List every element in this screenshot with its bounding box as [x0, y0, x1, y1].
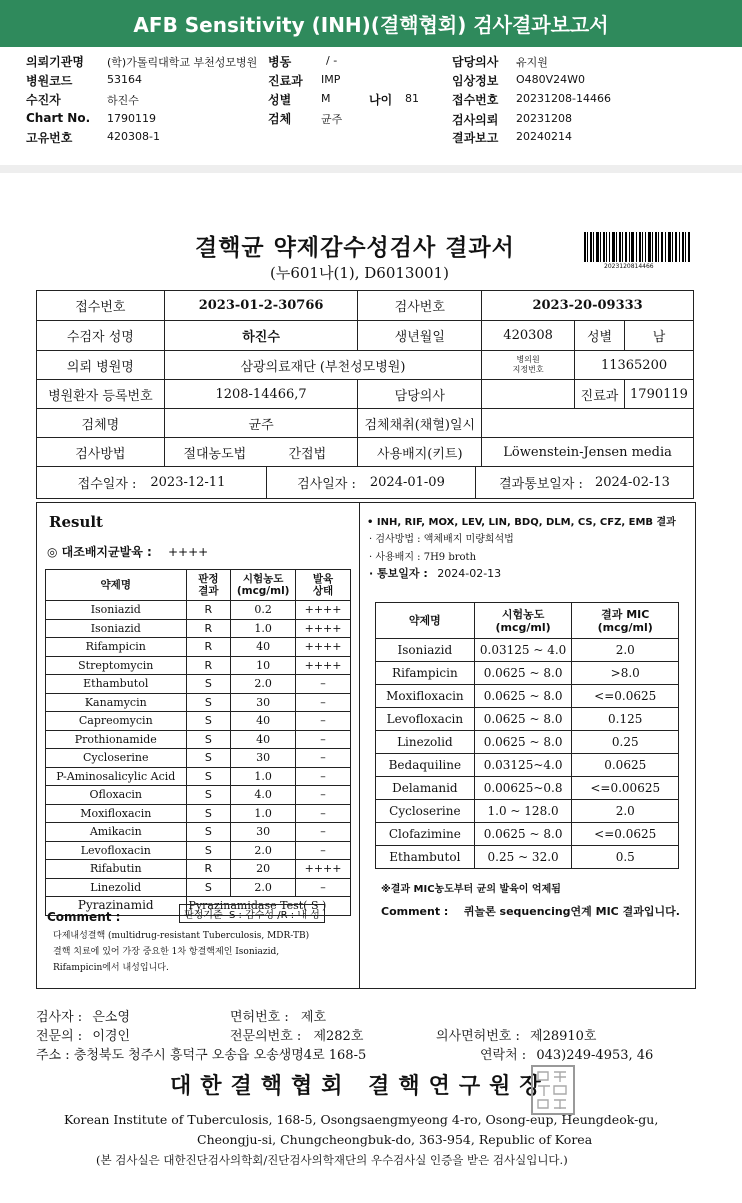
- contact: [480, 1044, 653, 1063]
- mic-row: [376, 777, 679, 800]
- susceptibility-row: [46, 786, 351, 805]
- label-age: 나이: [369, 93, 393, 107]
- judgment: S: [186, 730, 231, 749]
- pza-label: Pyrazinamid: [46, 897, 187, 916]
- collection-label: 검체채취(채혈)일시: [358, 409, 482, 438]
- mic-result: 0.5: [572, 846, 679, 869]
- hospital-id-label: [482, 351, 575, 380]
- tested-date: [267, 467, 476, 498]
- susceptibility-row: [46, 601, 351, 620]
- test-conc: 1.0: [231, 767, 296, 786]
- label-sex: 성별: [268, 93, 292, 107]
- growth: ++++: [296, 601, 351, 620]
- mic-drug-name: Cycloserine: [376, 800, 475, 823]
- growth: ++++: [296, 619, 351, 638]
- value-ward: / -: [326, 54, 338, 67]
- judgment: R: [186, 638, 231, 657]
- susceptibility-row: [46, 749, 351, 768]
- mic-comment: [381, 903, 680, 919]
- growth: ++++: [296, 656, 351, 675]
- susceptibility-row: [46, 693, 351, 712]
- result-title: Result: [49, 513, 103, 531]
- susceptibility-row: [46, 841, 351, 860]
- english-address-line-1: Korean Institute of Tuberculosis, 168-5, Osongsaengmyeong 4-ro, Osong-eup, Heungdeok-gu,: [64, 1112, 659, 1127]
- mic-comment-label: Comment :: [381, 905, 449, 918]
- test-no-value: 2023-20-09333: [482, 291, 694, 321]
- value-receipt-no: 20231208-14466: [516, 92, 611, 105]
- drug-name: Kanamycin: [46, 693, 187, 712]
- test-conc: 40: [231, 638, 296, 657]
- document-subtitle: (누601나(1), D6013001): [270, 264, 449, 282]
- tester-value: 은소영: [92, 1010, 131, 1025]
- mic-drug-name: Levofloxacin: [376, 708, 475, 731]
- mic-test-range: 0.0625 ~ 8.0: [474, 823, 572, 846]
- address-label: 주소 :: [36, 1048, 70, 1063]
- test-conc: 10: [231, 656, 296, 675]
- hospital-label: 의뢰 병원명: [37, 351, 165, 380]
- mic-test-range: 0.00625~0.8: [474, 777, 572, 800]
- contact-label: 연락처 :: [480, 1048, 527, 1063]
- judgment: S: [186, 693, 231, 712]
- test-conc: 30: [231, 823, 296, 842]
- drug-name: Prothionamide: [46, 730, 187, 749]
- mic-drug-name: Moxifloxacin: [376, 685, 475, 708]
- drug-name: Levofloxacin: [46, 841, 187, 860]
- test-no-label: 검사번호: [358, 291, 482, 321]
- test-conc: 1.0: [231, 619, 296, 638]
- test-conc: 2.0: [231, 675, 296, 694]
- tested-date-value: 2024-01-09: [369, 475, 445, 490]
- specialist: [36, 1025, 130, 1044]
- specimen-value: 균주: [164, 409, 358, 438]
- mic-result: 2.0: [572, 639, 679, 662]
- drug-name: Isoniazid: [46, 601, 187, 620]
- susceptibility-row: [46, 638, 351, 657]
- growth: –: [296, 878, 351, 897]
- drug-name: Amikacin: [46, 823, 187, 842]
- label-clinical-info: 임상정보: [452, 74, 499, 88]
- method-value-indirect: 간접법: [288, 446, 327, 462]
- hospital-id-label-line-1: 병의원: [516, 355, 540, 364]
- mic-result: <=0.0625: [572, 685, 679, 708]
- value-requesting-institution: (학)가톨릭대학교 부천성모병원: [107, 56, 258, 69]
- mic-result: <=0.0625: [572, 823, 679, 846]
- mic-test-range: 1.0 ~ 128.0: [474, 800, 572, 823]
- organization-name: 대한결핵협회 결핵연구원장: [170, 1073, 550, 1099]
- growth: –: [296, 804, 351, 823]
- doctor-value: [482, 380, 575, 409]
- control-growth-value: ++++: [167, 545, 209, 559]
- specialist-label: 전문의 :: [36, 1029, 83, 1044]
- info-table: [36, 290, 694, 499]
- report-title-bar: [0, 0, 742, 47]
- result-section: [36, 502, 696, 989]
- growth: ++++: [296, 638, 351, 657]
- receipt-no-label: 접수번호: [37, 291, 165, 321]
- dept-label: 진료과: [575, 380, 625, 409]
- label-receipt-no: 접수번호: [452, 93, 499, 107]
- susceptibility-row: [46, 878, 351, 897]
- medium-value: Löwenstein-Jensen media: [482, 438, 694, 467]
- value-department: IMP: [321, 73, 341, 86]
- tester: [36, 1006, 130, 1025]
- specialist-no-label: 전문의번호 :: [230, 1029, 302, 1044]
- growth: ++++: [296, 860, 351, 879]
- label-specimen: 검체: [268, 112, 292, 126]
- label-chart-no: Chart No.: [26, 111, 91, 125]
- doctor-license: [436, 1025, 597, 1044]
- receipt-no-value: 2023-01-2-30766: [164, 291, 358, 321]
- value-chart-no: 1790119: [107, 112, 156, 125]
- mic-test-range: 0.0625 ~ 8.0: [474, 708, 572, 731]
- mic-drug-name: Bedaquiline: [376, 754, 475, 777]
- test-conc: 40: [231, 730, 296, 749]
- mic-drug-name: Ethambutol: [376, 846, 475, 869]
- patient-value: 하진수: [164, 321, 358, 351]
- mic-result: 2.0: [572, 800, 679, 823]
- value-patient: 하진수: [107, 94, 139, 107]
- mic-row: [376, 662, 679, 685]
- hospital-id-value: 11365200: [575, 351, 694, 380]
- received-date-value: 2023-12-11: [150, 475, 226, 490]
- mic-col-result: 결과 MIC (mcg/ml): [572, 603, 679, 639]
- col-growth: 발육 상태: [296, 570, 351, 601]
- mic-result: 0.125: [572, 708, 679, 731]
- susceptibility-row: [46, 804, 351, 823]
- tested-date-label: 검사일자 :: [297, 477, 356, 492]
- value-result-report: 20240214: [516, 130, 572, 143]
- mic-drug-name: Rifampicin: [376, 662, 475, 685]
- drug-name: Rifampicin: [46, 638, 187, 657]
- susceptibility-row: [46, 860, 351, 879]
- judgment: S: [186, 749, 231, 768]
- drug-name: Ethambutol: [46, 675, 187, 694]
- drug-name: Linezolid: [46, 878, 187, 897]
- dept-value: 1790119: [624, 380, 693, 409]
- mic-test-range: 0.25 ~ 32.0: [474, 846, 572, 869]
- growth: –: [296, 767, 351, 786]
- value-specimen: 균주: [321, 113, 343, 126]
- mic-notify-label: · 통보일자 :: [369, 567, 428, 580]
- susceptibility-row: [46, 767, 351, 786]
- mic-row: [376, 846, 679, 869]
- judgment: R: [186, 656, 231, 675]
- growth: –: [296, 841, 351, 860]
- license: [230, 1006, 326, 1025]
- license-label: 면허번호 :: [230, 1010, 289, 1025]
- registration-value: 1208-14466,7: [164, 380, 358, 409]
- mic-test-range: 0.0625 ~ 8.0: [474, 662, 572, 685]
- control-growth: [47, 543, 208, 560]
- col-drug-name: 약제명: [46, 570, 187, 601]
- growth: –: [296, 675, 351, 694]
- mic-table: [375, 602, 679, 869]
- criteria-box: 판정기준 S : 감수성 /R : 내 성: [179, 904, 325, 923]
- result-comment-line-3: Rifampicin에서 내성입니다.: [53, 963, 169, 973]
- drug-name: P-Aminosalicylic Acid: [46, 767, 187, 786]
- dob-label: 생년월일: [358, 321, 482, 351]
- label-test-request: 검사의뢰: [452, 113, 499, 127]
- mic-row: [376, 823, 679, 846]
- mic-test-range: 0.0625 ~ 8.0: [474, 731, 572, 754]
- mic-drug-name: Linezolid: [376, 731, 475, 754]
- susceptibility-row: [46, 675, 351, 694]
- value-clinical-info: O480V24W0: [516, 73, 586, 86]
- test-conc: 2.0: [231, 841, 296, 860]
- mic-result: 0.25: [572, 731, 679, 754]
- mic-col-conc: 시험농도 (mcg/ml): [474, 603, 572, 639]
- label-hospital-code: 병원코드: [26, 74, 73, 88]
- result-comment-label: Comment :: [47, 910, 121, 924]
- label-requesting-institution: 의뢰기관명: [26, 55, 84, 69]
- growth: –: [296, 730, 351, 749]
- method-label: 검사방법: [37, 438, 165, 467]
- judgment: S: [186, 675, 231, 694]
- drug-name: Streptomycin: [46, 656, 187, 675]
- patient-label: 수검자 성명: [37, 321, 165, 351]
- address: [36, 1044, 366, 1063]
- mic-row: [376, 800, 679, 823]
- mic-comment-text: 퀴놀론 sequencing연계 MIC 결과입니다.: [463, 905, 680, 918]
- judgment: R: [186, 860, 231, 879]
- growth: –: [296, 786, 351, 805]
- sex-value: 남: [624, 321, 693, 351]
- method-values: [164, 438, 358, 467]
- report-header: [0, 47, 742, 165]
- result-comment: [53, 928, 309, 976]
- test-conc: 4.0: [231, 786, 296, 805]
- susceptibility-row: [46, 619, 351, 638]
- judgment: R: [186, 601, 231, 620]
- label-doctor: 담당의사: [452, 55, 499, 69]
- growth: –: [296, 749, 351, 768]
- susceptibility-table: [45, 569, 351, 916]
- specialist-no-value: 제282호: [313, 1029, 364, 1044]
- mic-drug-name: Isoniazid: [376, 639, 475, 662]
- english-address-line-2: Cheongju-si, Chungcheongbuk-do, 363-954, Republic of Korea: [197, 1132, 593, 1147]
- specialist-value: 이경인: [92, 1029, 131, 1044]
- value-doctor: 유지원: [516, 56, 548, 69]
- mic-row: [376, 639, 679, 662]
- result-comment-line-2: 결핵 치료에 있어 가장 중요한 1차 항결핵제인 Isoniazid,: [53, 947, 280, 957]
- value-age: 81: [405, 92, 419, 105]
- official-seal-icon: [530, 1064, 576, 1116]
- hospital-id-label-line-2: 지정번호: [512, 365, 544, 374]
- license-value: 제호: [300, 1010, 327, 1025]
- section-divider: [0, 165, 742, 173]
- growth: –: [296, 823, 351, 842]
- barcode-icon: [584, 232, 690, 262]
- specialist-no: [230, 1025, 363, 1044]
- received-date-label: 접수일자 :: [77, 477, 137, 492]
- test-conc: 20: [231, 860, 296, 879]
- method-value-absolute: 절대농도법: [183, 446, 247, 462]
- mic-row: [376, 754, 679, 777]
- susceptibility-row: [46, 730, 351, 749]
- certification-note: (본 검사실은 대한진단검사의학회/진단검사의학재단의 우수검사실 인증을 받은 검사실입니다.): [96, 1153, 568, 1167]
- value-test-request: 20231208: [516, 112, 572, 125]
- result-comment-line-1: 다제내성결핵 (multidrug-resistant Tuberculosis, MDR-TB): [53, 931, 310, 941]
- mic-drug-name: Delamanid: [376, 777, 475, 800]
- mic-result: 0.0625: [572, 754, 679, 777]
- judgment: S: [186, 804, 231, 823]
- test-conc: 2.0: [231, 878, 296, 897]
- value-unique-no: 420308-1: [107, 130, 160, 143]
- mic-drug-name: Clofazimine: [376, 823, 475, 846]
- mic-row: [376, 685, 679, 708]
- test-conc: 0.2: [231, 601, 296, 620]
- mic-row: [376, 708, 679, 731]
- sex-label: 성별: [575, 321, 625, 351]
- mic-method: · 검사방법 : 액체배지 미량희석법: [369, 534, 514, 545]
- drug-name: Cycloserine: [46, 749, 187, 768]
- mic-test-range: 0.03125 ~ 4.0: [474, 639, 572, 662]
- judgment: S: [186, 786, 231, 805]
- judgment: S: [186, 878, 231, 897]
- label-ward: 병동: [268, 55, 292, 69]
- mic-notify-value: 2024-02-13: [437, 567, 502, 580]
- label-department: 진료과: [268, 74, 303, 88]
- judgment: S: [186, 841, 231, 860]
- susceptibility-row: [46, 823, 351, 842]
- mic-note: ※결과 MIC농도부터 균의 발육이 억제됨: [381, 884, 561, 895]
- doctor-license-label: 의사면허번호 :: [436, 1029, 520, 1044]
- doctor-label: 담당의사: [358, 380, 482, 409]
- mic-col-drug: 약제명: [376, 603, 475, 639]
- notified-date: [476, 467, 693, 498]
- susceptibility-row: [46, 712, 351, 731]
- judgment: S: [186, 712, 231, 731]
- label-unique-no: 고유번호: [26, 131, 73, 145]
- address-value: 충청북도 청주시 흥덕구 오송읍 오송생명4로 168-5: [73, 1048, 367, 1063]
- judgment: S: [186, 823, 231, 842]
- drug-name: Isoniazid: [46, 619, 187, 638]
- susceptibility-row: [46, 656, 351, 675]
- label-patient: 수진자: [26, 93, 61, 107]
- value-sex: M: [321, 92, 331, 105]
- dob-value: 420308: [482, 321, 575, 351]
- drug-name: Ofloxacin: [46, 786, 187, 805]
- collection-value: [482, 409, 694, 438]
- pza-value: Pyrazinamidase Test( S ): [186, 897, 350, 916]
- drug-name: Rifabutin: [46, 860, 187, 879]
- test-conc: 40: [231, 712, 296, 731]
- report-title: AFB Sensitivity (INH)(결핵협회) 검사결과보고서: [133, 13, 609, 37]
- growth: –: [296, 712, 351, 731]
- notified-date-label: 결과통보일자 :: [499, 477, 583, 492]
- notified-date-value: 2024-02-13: [594, 475, 670, 490]
- mic-test-range: 0.0625 ~ 8.0: [474, 685, 572, 708]
- tester-label: 검사자 :: [36, 1010, 83, 1025]
- doctor-license-value: 제28910호: [530, 1029, 597, 1044]
- mic-heading: • INH, RIF, MOX, LEV, LIN, BDQ, DLM, CS, CFZ, EMB 결과: [367, 517, 676, 528]
- mic-test-range: 0.03125~4.0: [474, 754, 572, 777]
- document-title: 결핵균 약제감수성검사 결과서: [195, 234, 515, 261]
- test-conc: 1.0: [231, 804, 296, 823]
- barcode-number: 2023120814466: [604, 263, 654, 270]
- mic-row: [376, 731, 679, 754]
- judgment: S: [186, 767, 231, 786]
- judgment: R: [186, 619, 231, 638]
- test-conc: 30: [231, 749, 296, 768]
- growth: –: [296, 693, 351, 712]
- medium-label: 사용배지(키트): [358, 438, 482, 467]
- drug-name: Capreomycin: [46, 712, 187, 731]
- hospital-value: 삼광의료재단 (부천성모병원): [164, 351, 481, 380]
- contact-value: 043)249-4953, 46: [536, 1048, 654, 1063]
- label-result-report: 결과보고: [452, 131, 499, 145]
- mic-result: <=0.00625: [572, 777, 679, 800]
- col-test-conc: 시험농도 (mcg/ml): [231, 570, 296, 601]
- value-hospital-code: 53164: [107, 73, 142, 86]
- test-conc: 30: [231, 693, 296, 712]
- specimen-label: 검체명: [37, 409, 165, 438]
- control-growth-label: ◎ 대조배지균발육 :: [47, 545, 152, 559]
- dates-row: [37, 467, 694, 499]
- col-judgment: 판정 결과: [186, 570, 231, 601]
- mic-notify: [369, 565, 501, 581]
- mic-medium: · 사용배지 : 7H9 broth: [369, 552, 477, 563]
- drug-name: Moxifloxacin: [46, 804, 187, 823]
- received-date: [37, 467, 267, 498]
- registration-label: 병원환자 등록번호: [37, 380, 165, 409]
- mic-result: >8.0: [572, 662, 679, 685]
